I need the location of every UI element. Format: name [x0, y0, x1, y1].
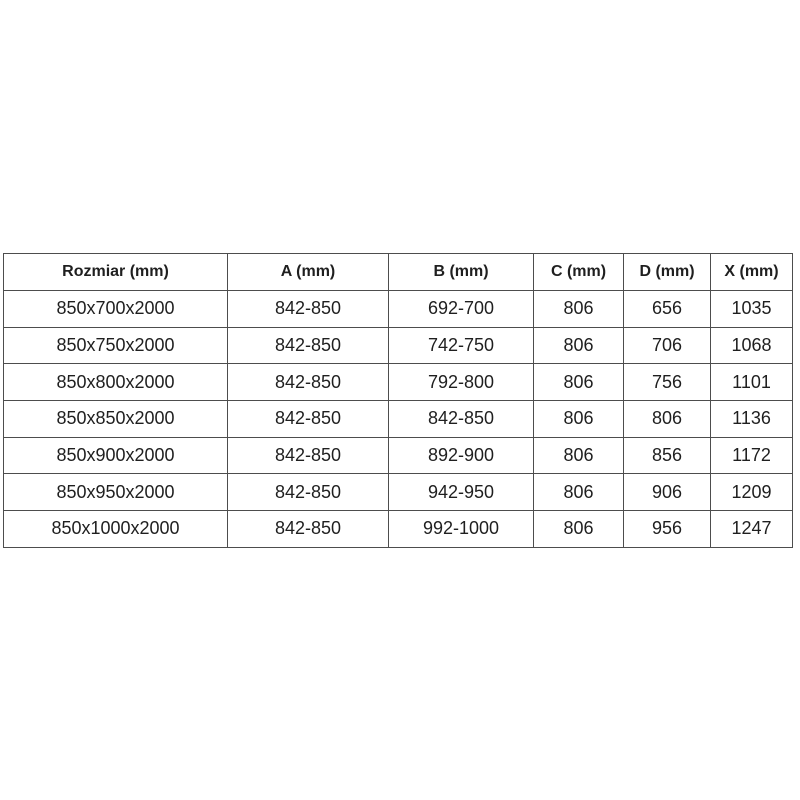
table-cell: 942-950 — [389, 474, 534, 511]
table-cell: 906 — [624, 474, 711, 511]
table-cell: 1209 — [711, 474, 793, 511]
table-cell: 742-750 — [389, 327, 534, 364]
header-cell: Rozmiar (mm) — [4, 254, 228, 291]
table-cell: 850x800x2000 — [4, 364, 228, 401]
table-cell: 792-800 — [389, 364, 534, 401]
table-row — [4, 364, 793, 401]
table-cell: 842-850 — [228, 291, 389, 328]
table-cell: 806 — [534, 437, 624, 474]
table-cell: 842-850 — [228, 327, 389, 364]
table-cell: 1101 — [711, 364, 793, 401]
dimensions-table-container — [3, 253, 792, 548]
table-cell: 806 — [534, 327, 624, 364]
table-cell: 850x950x2000 — [4, 474, 228, 511]
table-cell: 806 — [624, 401, 711, 438]
table-row — [4, 511, 793, 548]
table-cell: 850x850x2000 — [4, 401, 228, 438]
header-cell: B (mm) — [389, 254, 534, 291]
table-cell: 842-850 — [389, 401, 534, 438]
header-row — [4, 254, 793, 291]
table-cell: 956 — [624, 511, 711, 548]
table-cell: 806 — [534, 511, 624, 548]
table-cell: 856 — [624, 437, 711, 474]
table-cell: 842-850 — [228, 401, 389, 438]
table-cell: 806 — [534, 401, 624, 438]
table-cell: 842-850 — [228, 364, 389, 401]
header-cell: C (mm) — [534, 254, 624, 291]
table-cell: 892-900 — [389, 437, 534, 474]
table-cell: 850x700x2000 — [4, 291, 228, 328]
table-cell: 806 — [534, 474, 624, 511]
table-cell: 850x1000x2000 — [4, 511, 228, 548]
table-cell: 850x900x2000 — [4, 437, 228, 474]
dimensions-table — [3, 253, 793, 548]
table-cell: 842-850 — [228, 511, 389, 548]
header-cell: X (mm) — [711, 254, 793, 291]
table-cell: 850x750x2000 — [4, 327, 228, 364]
table-cell: 756 — [624, 364, 711, 401]
table-cell: 692-700 — [389, 291, 534, 328]
table-row — [4, 401, 793, 438]
table-cell: 842-850 — [228, 474, 389, 511]
header-cell: A (mm) — [228, 254, 389, 291]
table-cell: 1068 — [711, 327, 793, 364]
table-cell: 992-1000 — [389, 511, 534, 548]
header-cell: D (mm) — [624, 254, 711, 291]
table-cell: 706 — [624, 327, 711, 364]
table-cell: 1247 — [711, 511, 793, 548]
table-row — [4, 437, 793, 474]
table-cell: 656 — [624, 291, 711, 328]
table-row — [4, 327, 793, 364]
table-row — [4, 474, 793, 511]
table-cell: 1136 — [711, 401, 793, 438]
table-cell: 806 — [534, 364, 624, 401]
table-row — [4, 291, 793, 328]
table-cell: 1172 — [711, 437, 793, 474]
table-cell: 1035 — [711, 291, 793, 328]
table-cell: 842-850 — [228, 437, 389, 474]
table-body — [4, 291, 793, 548]
table-cell: 806 — [534, 291, 624, 328]
